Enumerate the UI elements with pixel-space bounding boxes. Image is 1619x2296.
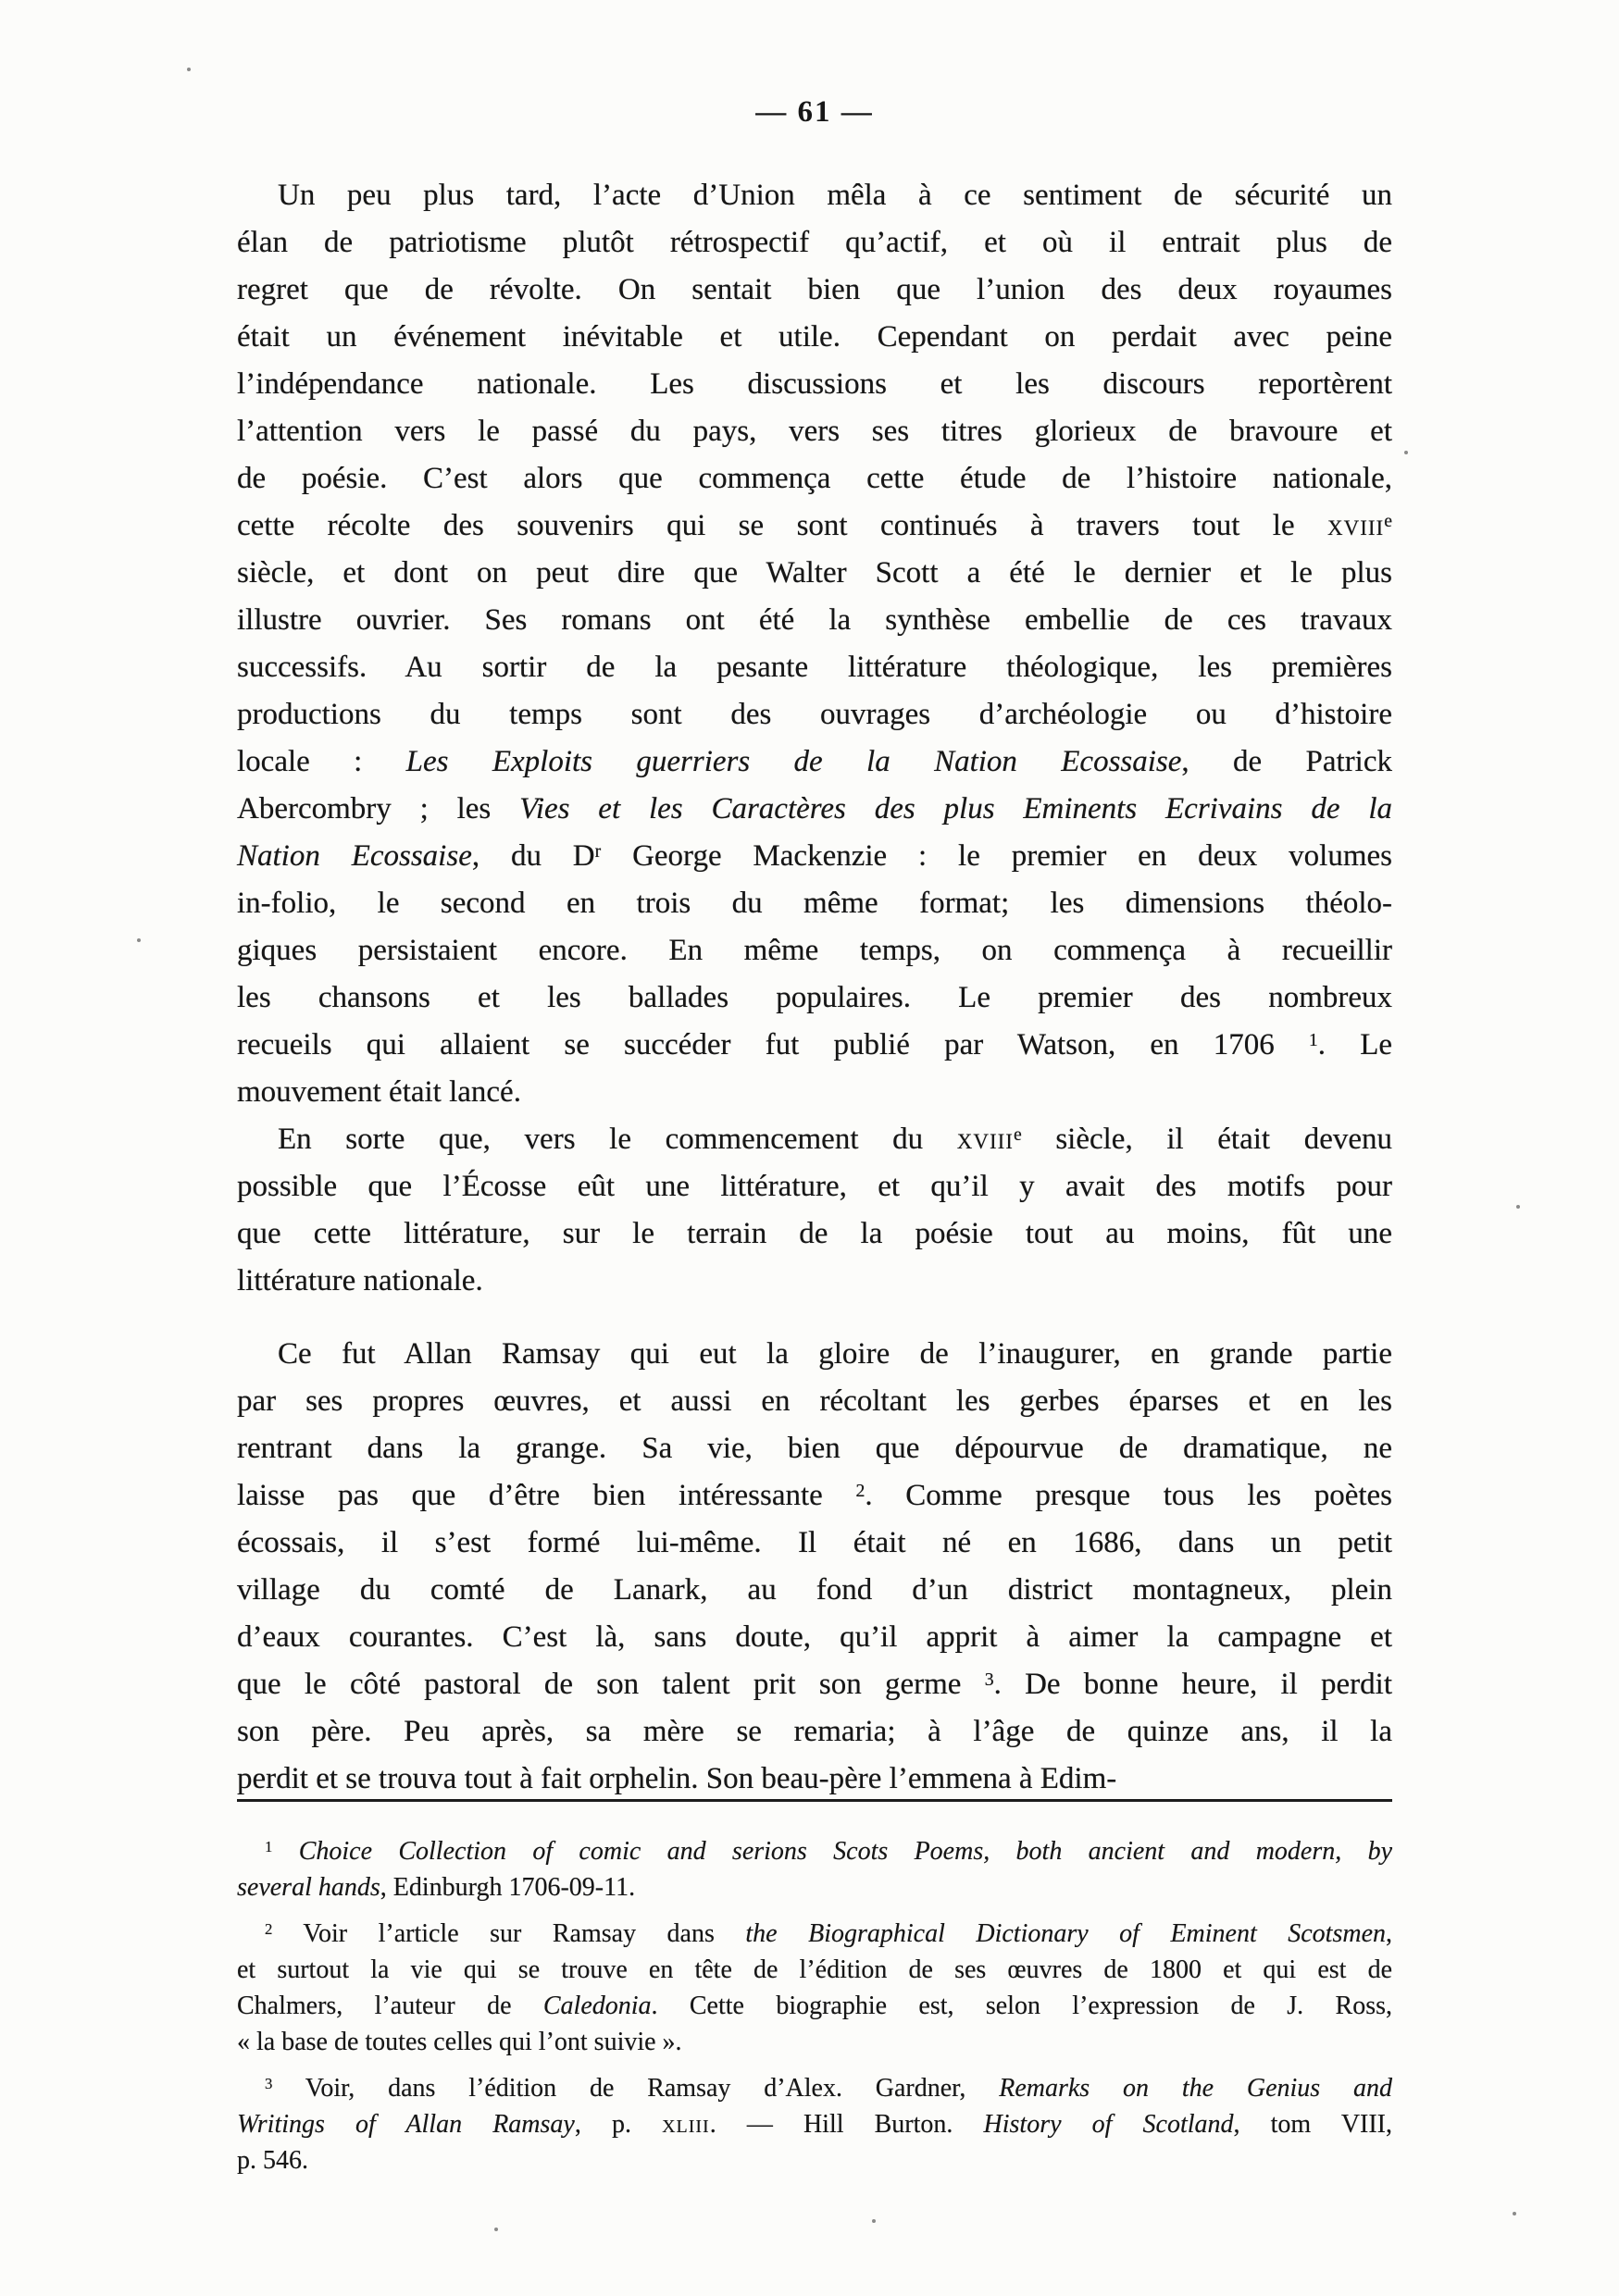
body-text [237,172,1392,1803]
scan-speck [494,2228,498,2231]
italic-text: the Biographical Dictionary of Eminent Scotsmen [745,1919,1387,1948]
text-line: $^3$ Voir, dans l’édition de Ramsay d’Alex. Gardner, Remarks on the Genius and [265,2074,1392,2103]
superscript-ref: e [1013,1124,1022,1146]
text-line: « la base de toutes celles qui l’ont suivie ». [237,2028,682,2056]
small-caps-text: xviii [956,1123,1014,1156]
text-line: d’eaux courantes. C’est là, sans doute, qu’il apprit à aimer la campagne et [237,1620,1392,1654]
superscript-ref: 1 [265,1838,273,1856]
scan-speck [872,2219,876,2223]
text-line: mouvement était lancé. [237,1075,521,1109]
paragraph [237,1116,1392,1305]
italic-text: History of Scotland [983,2110,1234,2139]
italic-text: Nation Ecossaise [237,839,472,873]
text-line: Un peu plus tard, l’acte d’Union mêla à ce sentiment de sécurité un [278,179,1392,212]
page-header [237,95,1392,130]
text-line: l’attention vers le passé du pays, vers ses titres glorieux de bravoure et [237,415,1392,448]
text-line: Ce fut Allan Ramsay qui eut la gloire de l’inaugurer, en grande partie [278,1337,1392,1371]
text-line: et surtout la vie qui se trouve en tête de l’édition de ses œuvres de 1800 et qui est de [237,1955,1392,1984]
text-line: giques persistaient encore. En même temps, on commença à recueillir [237,934,1392,967]
superscript-ref: 1 [1308,1030,1318,1051]
text-line: Writings of Allan Ramsay, p. xliii. — Hill Burton. History of Scotland, tom VIII, [237,2110,1393,2139]
text-line: de poésie. C’est alors que commença cette étude de l’histoire nationale, [237,462,1392,495]
text-line: siècle, et dont on peut dire que Walter Scott a été le dernier et le plus [237,556,1392,590]
superscript-ref: 3 [265,2075,273,2093]
italic-text: Les Exploits guerriers de la Nation Ecossaise [405,745,1182,778]
text-line: $^2$ Voir l’article sur Ramsay dans the Biographical Dictionary of Eminent Scotsmen, [265,1919,1393,1948]
text-line: était un événement inévitable et utile. Cependant on perdait avec peine [237,320,1392,354]
italic-text: Vies et les Caractères des plus Eminents Ecrivains de la [519,792,1392,825]
footnote [237,1916,1392,2060]
superscript-ref: e [1384,511,1392,532]
text-line: productions du temps sont des ouvrages d’archéologie ou d’histoire [237,698,1392,731]
italic-text: Caledonia [542,1992,652,2020]
text-line: cette récolte des souvenirs qui se sont continués à travers tout le xviii$^e$ [237,509,1392,542]
text-line: En sorte que, vers le commencement du xviii$^e$ siècle, il était devenu [278,1123,1392,1156]
italic-text: several hands [237,1873,380,1902]
scan-speck [1404,451,1408,454]
superscript-ref: 2 [265,1920,273,1939]
text-line: perdit et se trouva tout à fait orphelin. Son beau-père l’emmena à Edim- [237,1762,1117,1795]
text-line: village du comté de Lanark, au fond d’un district montagneux, plein [237,1573,1392,1607]
text-line: in-folio, le second en trois du même format; les dimensions théolo- [237,887,1392,920]
text-line: recueils qui allaient se succéder fut publié par Watson, en 1706 $^1$. Le [237,1028,1393,1061]
text-line: Nation Ecossaise, du $D^r$ George Mackenzie : le premier en deux volumes [237,839,1392,873]
scan-speck [1516,1205,1520,1209]
text-line [237,1833,1392,1869]
text-line: rentrant dans la grange. Sa vie, bien que dépourvue de dramatique, ne [237,1432,1392,1465]
text-line: l’indépendance nationale. Les discussions et les discours reportèrent [237,367,1392,401]
text-line: successifs. Au sortir de la pesante littérature théologique, les premières [237,651,1392,684]
scan-speck [187,68,191,71]
text-line: par ses propres œuvres, et aussi en récoltant les gerbes éparses et en les [237,1384,1392,1418]
text-line: laisse pas que d’être bien intéressante $^2$. Comme presque tous les poètes [237,1479,1392,1512]
text-line: son père. Peu après, sa mère se remaria; à l’âge de quinze ans, il la [237,1715,1392,1748]
scan-speck [137,938,141,942]
text-line: littérature nationale. [237,1264,483,1297]
text-line: several hands, Edinburgh 1706-09-11. [237,1873,636,1902]
text-line: Chalmers, l’auteur de Caledonia. Cette biographie est, selon l’expression de J. Ross, [237,1992,1392,2020]
text-line: possible que l’Écosse eût une littérature, et qu’il y avait des motifs pour [237,1170,1392,1203]
text-line: Abercombry ; les Vies et les Caractères des plus Eminents Ecrivains de la [237,792,1392,825]
italic-text: Writings of Allan Ramsay [237,2110,575,2139]
footnotes-list [237,1833,1392,2178]
text-line: les chansons et les ballades populaires. Le premier des nombreux [237,981,1392,1014]
italic-text: Choice Collection of comic and serions Scots Poems, both ancient and modern, by [298,1837,1392,1866]
small-caps-text: xviii [1327,509,1385,542]
text-column [237,95,1392,2189]
scan-speck [1513,2212,1516,2215]
text-line: écossais, il s’est formé lui-même. Il était né en 1686, dans un petit [237,1526,1392,1559]
paragraph [237,172,1392,1116]
text-line: que cette littérature, sur le terrain de la poésie tout au moins, fût une [237,1217,1392,1250]
page-number: — 61 — [755,95,874,129]
text-line: que le côté pastoral de son talent prit son germe $^3$. De bonne heure, il perdit [237,1668,1393,1701]
superscript-ref: 3 [984,1669,994,1691]
superscript-ref: r [594,841,602,863]
superscript-ref: 2 [855,1481,866,1502]
text-line: élan de patriotisme plutôt rétrospectif qu’actif, et où il entrait plus de [237,226,1392,259]
paragraph [237,1331,1392,1803]
small-caps-text: xliii [662,2110,710,2139]
text-line: p. 546. [237,2146,308,2175]
italic-text: Remarks on the Genius and [999,2074,1392,2103]
text-line: regret que de révolte. On sentait bien que l’union des deux royaumes [237,273,1392,306]
footnote [237,1833,1392,1905]
footnote [237,2070,1392,2178]
text-line: locale : Les Exploits guerriers de la Nation Ecossaise, de Patrick [237,745,1392,778]
text-line: illustre ouvrier. Ses romans ont été la synthèse embellie de ces travaux [237,603,1392,637]
